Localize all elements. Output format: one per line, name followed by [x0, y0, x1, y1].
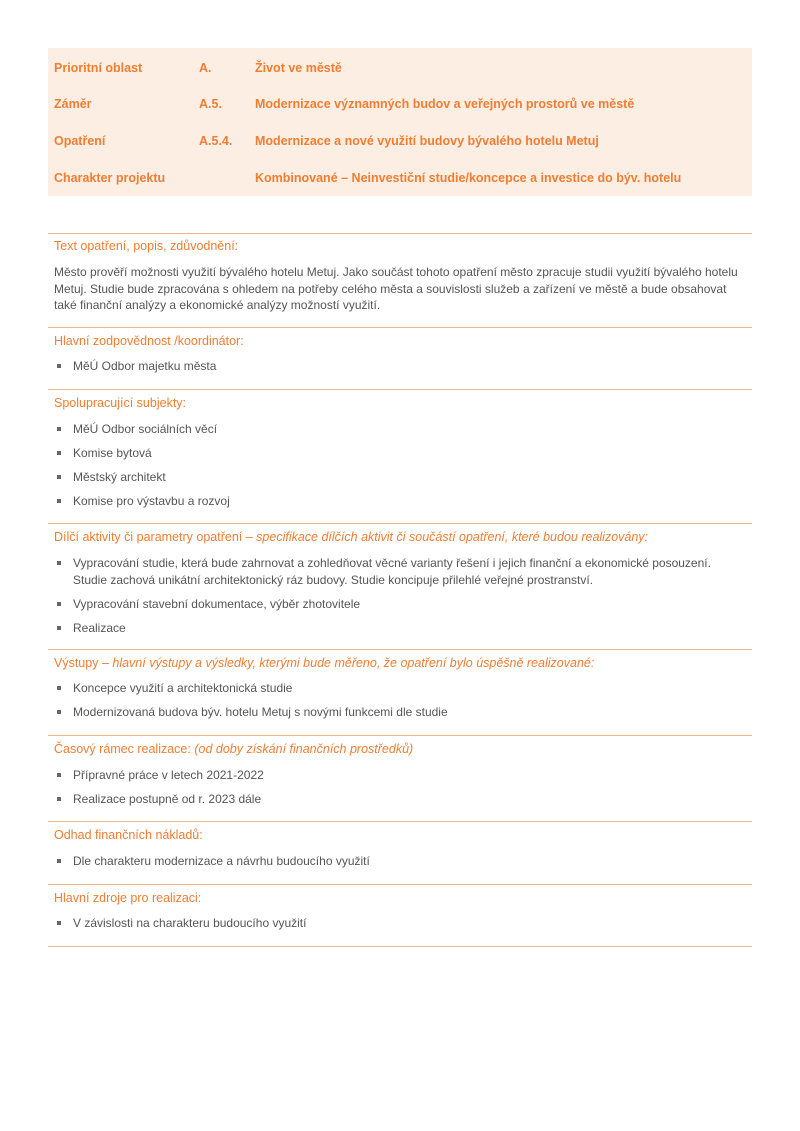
header-value: Modernizace a nové využití budovy bývalého hotelu Metuj: [255, 134, 599, 148]
bullet-icon: [57, 364, 61, 368]
divider: [48, 327, 752, 328]
bullet-icon: [57, 427, 61, 431]
section-title-sources: Hlavní zdroje pro realizaci:: [54, 891, 202, 905]
header-label: Opatření: [54, 134, 106, 148]
list-item: [54, 767, 744, 784]
list-item: [54, 555, 744, 588]
section-title-description: Text opatření, popis, zdůvodnění:: [54, 239, 239, 253]
section-title-text: Časový rámec realizace:: [54, 742, 195, 756]
list-item: [54, 421, 744, 438]
divider: [48, 233, 752, 234]
list-item-text: Modernizovaná budova býv. hotelu Metuj s novými funkcemi dle studie: [73, 705, 448, 719]
section-title-outputs: [54, 655, 594, 671]
bullet-icon: [57, 797, 61, 801]
bullet-icon: [57, 626, 61, 630]
list-item: [54, 704, 744, 721]
bullet-icon: [57, 921, 61, 925]
costs-list: [54, 853, 744, 877]
list-item-text: MěÚ Odbor majetku města: [73, 359, 217, 373]
header-code: A.5.: [199, 97, 222, 111]
list-item-text: MěÚ Odbor sociálních věcí: [73, 422, 218, 436]
header-value: Modernizace významných budov a veřejných prostorů ve městě: [255, 97, 635, 111]
bullet-icon: [57, 710, 61, 714]
list-item: [54, 680, 744, 697]
timeframe-list: [54, 767, 744, 815]
list-item-text: Městský architekt: [73, 470, 166, 484]
list-item: [54, 358, 744, 375]
list-item-text: Komise bytová: [73, 446, 152, 460]
list-item: [54, 445, 744, 462]
list-item-text: Vypracování studie, která bude zahrnovat a zohledňovat věcné varianty řešení i jejich finanční a ekonomické posouzení. Studie zachová unikátní architektonický ráz budovy. Studie koncipuje přilehlé veřejné prostranství.: [73, 556, 711, 587]
header-row-intent: [48, 94, 752, 114]
bullet-icon: [57, 773, 61, 777]
divider: [48, 523, 752, 524]
header-row-project-character: [48, 168, 752, 188]
divider: [48, 884, 752, 885]
list-item-text: Komise pro výstavbu a rozvoj: [73, 494, 230, 508]
header-label: Prioritní oblast: [54, 61, 143, 75]
list-item-text: Vypracování stavební dokumentace, výběr zhotovitele: [73, 596, 361, 611]
divider: [48, 946, 752, 947]
section-subtitle: (od doby získání finančních prostředků): [194, 742, 414, 756]
header-code: A.: [199, 61, 212, 75]
section-subtitle: – hlavní výstupy a výsledky, kterými bude měřeno, že opatření bylo úspěšně realizované:: [98, 656, 595, 670]
divider: [48, 649, 752, 650]
list-item: [54, 853, 744, 870]
list-item: [54, 493, 744, 510]
section-title-timeframe: [54, 741, 413, 757]
section-title-partners: Spolupracující subjekty:: [54, 396, 187, 410]
activities-list: [54, 555, 744, 644]
header-value: Kombinované – Neinvestiční studie/koncepce a investice do býv. hotelu: [255, 171, 682, 185]
list-item-text: Realizace postupně od r. 2023 dále: [73, 792, 262, 806]
responsibility-list: [54, 358, 744, 382]
section-title-responsibility: Hlavní zodpovědnost /koordinátor:: [54, 334, 244, 348]
bullet-icon: [57, 686, 61, 690]
bullet-icon: [57, 499, 61, 503]
list-item-text: Koncepce využití a architektonická studie: [73, 681, 293, 695]
bullet-icon: [57, 859, 61, 863]
bullet-icon: [57, 561, 61, 565]
list-item: [54, 620, 744, 637]
list-item-text: Přípravné práce v letech 2021-2022: [73, 768, 264, 782]
header-row-measure: [48, 131, 752, 151]
divider: [48, 389, 752, 390]
outputs-list: [54, 680, 744, 728]
section-title-text: Dílčí aktivity či parametry opatření: [54, 530, 243, 544]
list-item: [54, 915, 744, 932]
description-paragraph: Město prověří možnosti využití bývalého hotelu Metuj. Jako součást tohoto opatření město zpracuje studii využití bývalého hotelu Metuj. Studie bude zpracována s ohledem na potřeby celého města a souvislosti služeb a zařízení ve městě a bude obsahovat také finanční analýzy a ekonomické analýzy možností využití.: [54, 265, 738, 312]
section-title-costs: Odhad finančních nákladů:: [54, 828, 203, 842]
section-title-activities: [54, 529, 648, 545]
bullet-icon: [57, 475, 61, 479]
sources-list: [54, 915, 744, 939]
divider: [48, 735, 752, 736]
header-value: Život ve městě: [255, 61, 342, 75]
list-item-text: V závislosti na charakteru budoucího využití: [73, 916, 307, 930]
list-item: [54, 596, 744, 613]
section-title-text: Výstupy: [54, 656, 99, 670]
list-item-text: Dle charakteru modernizace a návrhu budoucího využití: [73, 854, 370, 868]
header-row-priority-area: [48, 58, 752, 78]
header-label: Charakter projektu: [54, 171, 166, 185]
bullet-icon: [57, 602, 61, 606]
list-item: [54, 791, 744, 808]
section-subtitle: – specifikace dílčích aktivit či součástí opatření, které budou realizovány:: [242, 530, 649, 544]
project-header-box: [48, 48, 752, 196]
header-code: A.5.4.: [199, 134, 233, 148]
bullet-icon: [57, 451, 61, 455]
partners-list: [54, 421, 744, 517]
list-item: [54, 469, 744, 486]
list-item-text: Realizace: [73, 620, 126, 635]
divider: [48, 821, 752, 822]
header-label: Záměr: [54, 97, 92, 111]
